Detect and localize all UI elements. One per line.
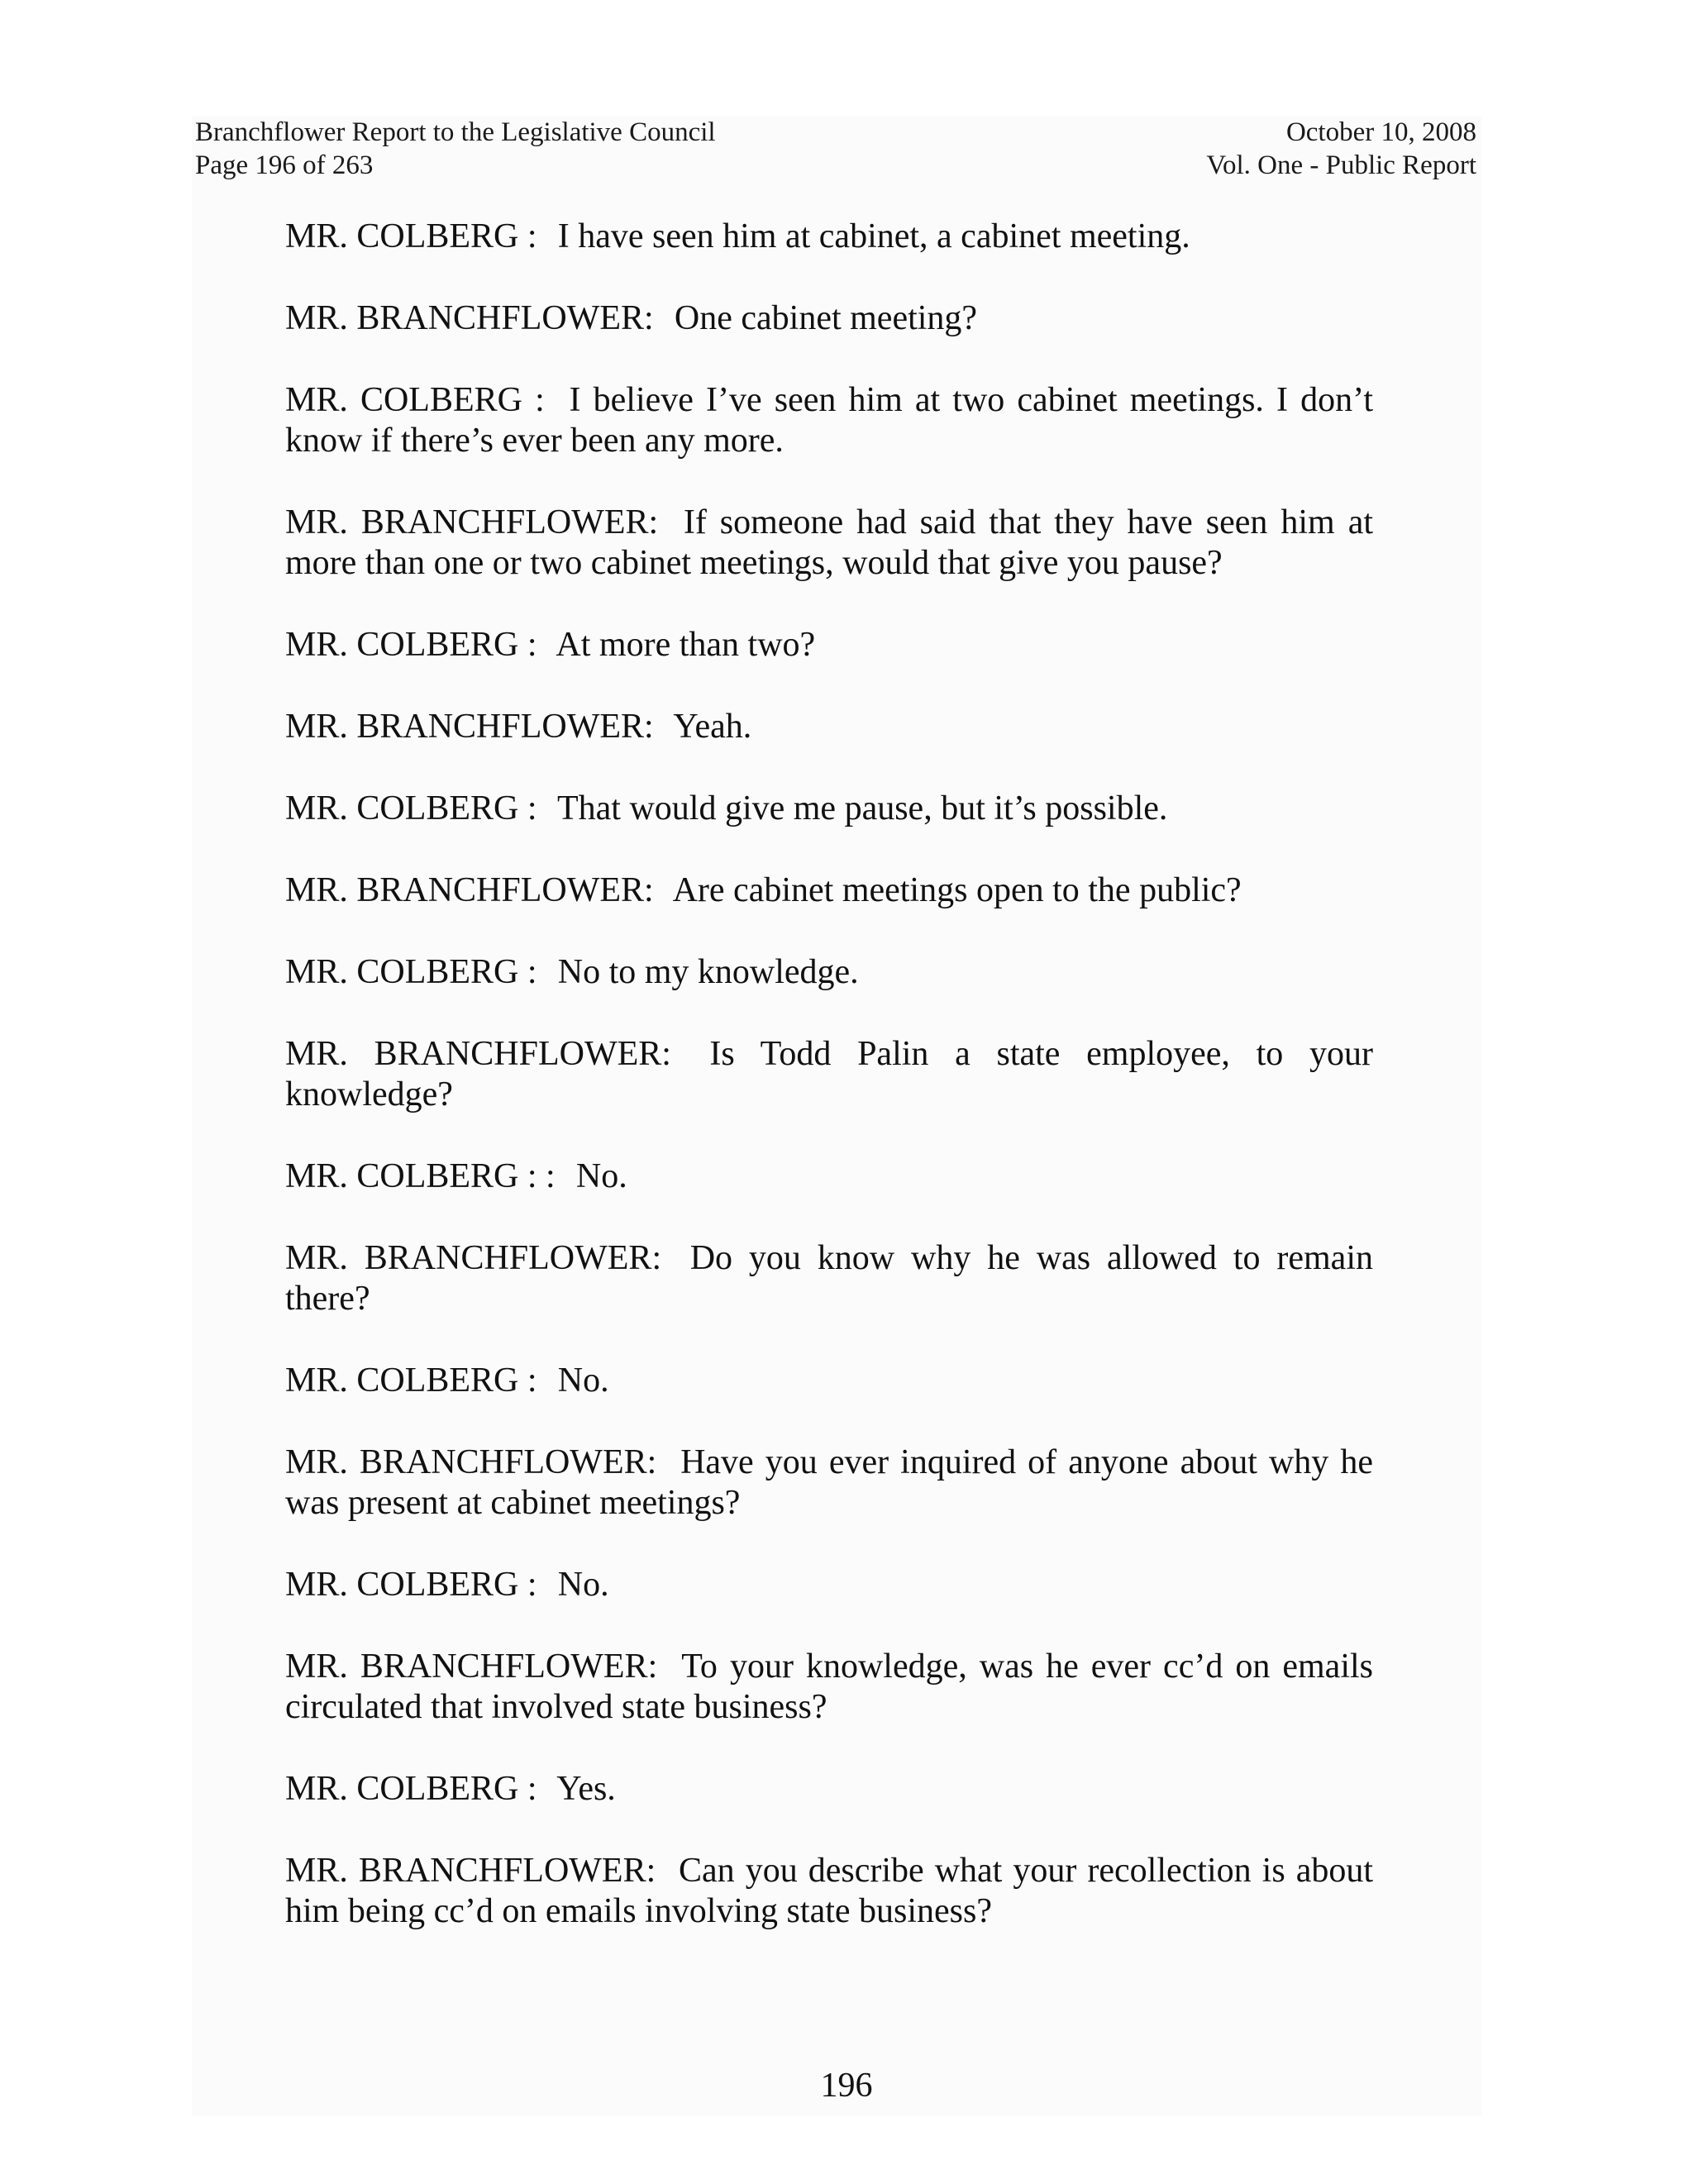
transcript-exchange: [285, 870, 1373, 911]
speaker-name: MR. BRANCHFLOWER:: [285, 1443, 657, 1481]
transcript-exchange: [285, 789, 1373, 829]
transcript-exchange: [285, 1238, 1373, 1319]
transcript: [285, 217, 1373, 1932]
page-info: Page 196 of 263: [195, 150, 374, 180]
transcript-exchange: [285, 1361, 1373, 1401]
transcript-exchange: [285, 1851, 1373, 1932]
speaker-name: MR. COLBERG :: [285, 1566, 537, 1604]
report-title: Branchflower Report to the Legislative Council: [195, 117, 716, 147]
spoken-text: Do you know why he was allowed to remain there?: [285, 1239, 1373, 1318]
spoken-text: No to my knowledge.: [557, 953, 859, 991]
spoken-text: To your knowledge, was he ever cc’d on emails circulated that involved state business?: [285, 1648, 1374, 1726]
spoken-text: At more than two?: [556, 626, 816, 664]
speaker-name: MR. COLBERG :: [285, 626, 537, 664]
speaker-name: MR. BRANCHFLOWER:: [285, 1852, 656, 1890]
report-date: October 10, 2008: [1285, 117, 1476, 147]
speaker-name: MR. BRANCHFLOWER:: [285, 1239, 662, 1277]
spoken-text: I have seen him at cabinet, a cabinet meeting.: [557, 217, 1190, 255]
transcript-exchange: [285, 707, 1373, 747]
speaker-name: MR. BRANCHFLOWER:: [285, 503, 659, 541]
spoken-text: Yeah.: [673, 708, 752, 746]
speaker-name: MR. COLBERG :: [285, 953, 537, 991]
header-right: [1206, 116, 1476, 182]
spoken-text: Yes.: [556, 1770, 616, 1808]
transcript-exchange: [285, 503, 1373, 584]
spoken-text: No.: [557, 1566, 609, 1604]
volume-label: Vol. One - Public Report: [1206, 150, 1476, 180]
speaker-name: MR. COLBERG :: [285, 789, 537, 827]
transcript-exchange: [285, 625, 1373, 665]
transcript-exchange: [285, 1442, 1373, 1524]
speaker-name: MR. BRANCHFLOWER:: [285, 871, 654, 909]
transcript-exchange: [285, 217, 1373, 257]
spoken-text: Are cabinet meetings open to the public?: [672, 871, 1242, 909]
speaker-name: MR. COLBERG : :: [285, 1157, 556, 1195]
spoken-text: Have you ever inquired of anyone about why he was present at cabinet meetings?: [285, 1443, 1374, 1522]
spoken-text: One cabinet meeting?: [674, 299, 978, 337]
header-left: [195, 116, 716, 182]
spoken-text: That would give me pause, but it’s possible.: [556, 789, 1168, 827]
transcript-exchange: [285, 1769, 1373, 1810]
transcript-exchange: [285, 1156, 1373, 1197]
transcript-exchange: [285, 1034, 1373, 1115]
transcript-exchange: [285, 298, 1373, 339]
spoken-text: No.: [575, 1157, 627, 1195]
speaker-name: MR. COLBERG :: [285, 1361, 537, 1400]
speaker-name: MR. BRANCHFLOWER:: [285, 708, 654, 746]
transcript-exchange: [285, 380, 1373, 461]
page-number: 196: [820, 2067, 873, 2105]
speaker-name: MR. COLBERG :: [285, 217, 537, 255]
speaker-name: MR. BRANCHFLOWER:: [285, 1035, 671, 1073]
speaker-name: MR. COLBERG :: [285, 1770, 537, 1808]
speaker-name: MR. BRANCHFLOWER:: [285, 1648, 658, 1686]
transcript-exchange: [285, 1647, 1373, 1728]
transcript-exchange: [285, 952, 1373, 993]
speaker-name: MR. BRANCHFLOWER:: [285, 299, 654, 337]
spoken-text: No.: [557, 1361, 609, 1400]
spoken-text: Can you describe what your recollection is about him being cc’d on emails involving state business?: [285, 1852, 1374, 1930]
transcript-exchange: [285, 1565, 1373, 1605]
spoken-text: Is Todd Palin a state employee, to your knowledge?: [285, 1035, 1373, 1113]
spoken-text: I believe I’ve seen him at two cabinet meetings. I don’t know if there’s ever been any more.: [285, 381, 1374, 460]
speaker-name: MR. COLBERG :: [285, 381, 545, 419]
spoken-text: If someone had said that they have seen him at more than one or two cabinet meetings, would that give you pause?: [285, 503, 1374, 582]
